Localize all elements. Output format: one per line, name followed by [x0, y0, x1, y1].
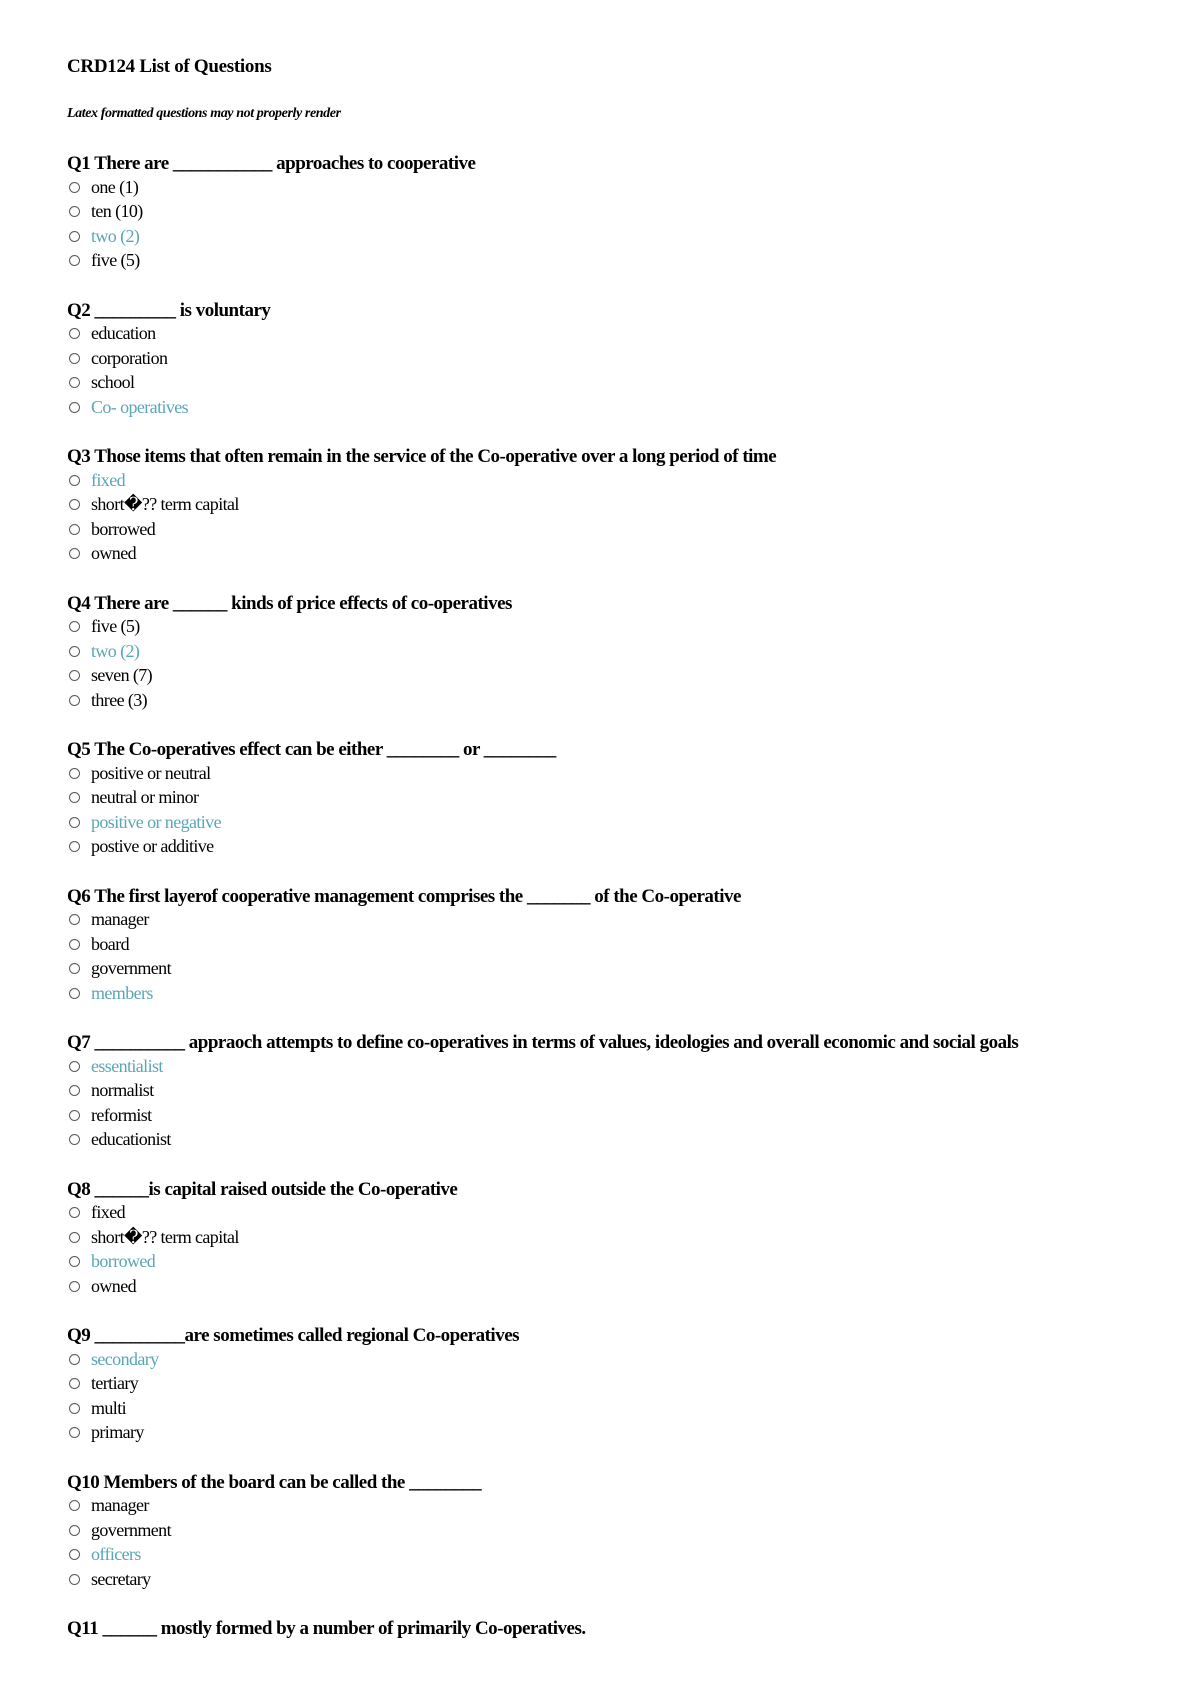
- answer-option-correct[interactable]: [67, 1543, 1177, 1568]
- question-block: [67, 152, 1177, 273]
- answer-option[interactable]: [67, 200, 1177, 225]
- answer-option[interactable]: [67, 664, 1177, 689]
- option-label: fixed: [91, 1202, 125, 1223]
- option-label: borrowed: [91, 518, 156, 539]
- answer-option[interactable]: [67, 1372, 1177, 1397]
- document-note: Latex formatted questions may not properly render: [67, 106, 341, 121]
- question-prompt: The Co-operatives effect can be either ________ or ________: [94, 739, 556, 760]
- option-label: multi: [91, 1397, 127, 1418]
- radio-button-icon[interactable]: [69, 1207, 80, 1218]
- question-block: [67, 1324, 1177, 1445]
- radio-button-icon[interactable]: [69, 817, 80, 828]
- radio-button-icon[interactable]: [69, 621, 80, 632]
- option-label: seven (7): [91, 665, 153, 686]
- answer-option[interactable]: [67, 688, 1177, 713]
- radio-button-icon[interactable]: [69, 182, 80, 193]
- answer-option[interactable]: [67, 346, 1177, 371]
- answer-option[interactable]: [67, 1128, 1177, 1153]
- radio-button-icon[interactable]: [69, 1378, 80, 1389]
- question-block: [67, 738, 1177, 859]
- question-prompt: _________ is voluntary: [94, 299, 271, 321]
- question-prompt: __________are sometimes called regional Co-operatives: [94, 1325, 520, 1346]
- answer-option-correct[interactable]: [67, 810, 1177, 835]
- option-label: primary: [91, 1422, 144, 1443]
- option-label: educationist: [91, 1129, 171, 1150]
- option-label: manager: [91, 1495, 149, 1516]
- option-label: reformist: [91, 1104, 152, 1125]
- radio-button-icon[interactable]: [69, 695, 80, 706]
- question-block: [67, 1471, 1177, 1592]
- question-number: Q2: [67, 299, 91, 321]
- radio-button-icon[interactable]: [69, 1256, 80, 1267]
- answer-option[interactable]: [67, 1396, 1177, 1421]
- option-label: neutral or minor: [91, 787, 199, 808]
- question-text: [67, 299, 1177, 322]
- option-label: three (3): [91, 689, 148, 710]
- radio-button-icon[interactable]: [69, 548, 80, 559]
- question-number: Q8: [67, 1178, 91, 1200]
- radio-button-icon[interactable]: [69, 841, 80, 852]
- answer-option[interactable]: [67, 932, 1177, 957]
- option-label: members: [91, 982, 153, 1003]
- radio-button-icon[interactable]: [69, 1110, 80, 1121]
- answer-option-correct[interactable]: [67, 981, 1177, 1006]
- option-label: five (5): [91, 250, 140, 271]
- question-number: Q6: [67, 885, 91, 907]
- option-label: secretary: [91, 1568, 151, 1589]
- question-prompt: Those items that often remain in the service of the Co-operative over a long period of time: [94, 446, 777, 467]
- option-label: education: [91, 323, 156, 344]
- answer-option[interactable]: [67, 1421, 1177, 1446]
- answer-option-correct[interactable]: [67, 468, 1177, 493]
- radio-button-icon[interactable]: [69, 646, 80, 657]
- radio-button-icon[interactable]: [69, 402, 80, 413]
- option-label: two (2): [91, 225, 140, 246]
- question-prompt: __________ appraoch attempts to define co-operatives in terms of values, ideologies and overall economic and social goals: [94, 1032, 1019, 1053]
- question-number: Q11: [67, 1618, 99, 1639]
- option-label: school: [91, 372, 135, 393]
- option-label: owned: [91, 543, 136, 564]
- answer-option[interactable]: [67, 615, 1177, 640]
- question-block: [67, 592, 1177, 713]
- answer-option[interactable]: [67, 1494, 1177, 1519]
- radio-button-icon[interactable]: [69, 377, 80, 388]
- answer-option[interactable]: [67, 1567, 1177, 1592]
- answer-option-correct[interactable]: [67, 639, 1177, 664]
- answer-option-correct[interactable]: [67, 395, 1177, 420]
- answer-option[interactable]: [67, 175, 1177, 200]
- radio-button-icon[interactable]: [69, 792, 80, 803]
- radio-button-icon[interactable]: [69, 1061, 80, 1072]
- document-title: CRD124 List of Questions: [67, 56, 272, 77]
- answer-option[interactable]: [67, 786, 1177, 811]
- answer-option[interactable]: [67, 517, 1177, 542]
- question-text: [67, 1031, 1177, 1054]
- question-block: [67, 1031, 1177, 1152]
- question-block: [67, 885, 1177, 1006]
- option-label: government: [91, 958, 171, 979]
- option-label: manager: [91, 909, 149, 930]
- option-label: borrowed: [91, 1251, 156, 1272]
- answer-option[interactable]: [67, 542, 1177, 567]
- question-block: [67, 1178, 1177, 1299]
- radio-button-icon[interactable]: [69, 1085, 80, 1096]
- radio-button-icon[interactable]: [69, 255, 80, 266]
- radio-button-icon[interactable]: [69, 1134, 80, 1145]
- answer-option[interactable]: [67, 322, 1177, 347]
- option-label: short�?? term capital: [91, 1226, 239, 1247]
- question-block: [67, 445, 1177, 566]
- question-text: [67, 592, 1177, 615]
- question-text: [67, 1617, 1177, 1640]
- option-label: officers: [91, 1544, 141, 1565]
- answer-option-correct[interactable]: [67, 1347, 1177, 1372]
- question-text: [67, 1178, 1177, 1201]
- radio-button-icon[interactable]: [69, 524, 80, 535]
- radio-button-icon[interactable]: [69, 1549, 80, 1560]
- answer-option[interactable]: [67, 908, 1177, 933]
- answer-option-correct[interactable]: [67, 224, 1177, 249]
- option-label: fixed: [91, 469, 125, 490]
- question-number: Q3: [67, 446, 91, 467]
- option-label: corporation: [91, 347, 168, 368]
- radio-button-icon[interactable]: [69, 231, 80, 242]
- question-prompt: ______is capital raised outside the Co-operative: [94, 1178, 458, 1200]
- answer-option[interactable]: [67, 1518, 1177, 1543]
- answer-option[interactable]: [67, 249, 1177, 274]
- radio-button-icon[interactable]: [69, 963, 80, 974]
- question-text: [67, 1471, 1177, 1494]
- question-number: Q7: [67, 1032, 91, 1053]
- option-label: essentialist: [91, 1055, 163, 1076]
- question-text: [67, 738, 1177, 761]
- question-text: [67, 885, 1177, 908]
- radio-button-icon[interactable]: [69, 768, 80, 779]
- question-block: [67, 1617, 1177, 1640]
- radio-button-icon[interactable]: [69, 1354, 80, 1365]
- radio-button-icon[interactable]: [69, 206, 80, 217]
- option-label: short�?? term capital: [91, 494, 239, 515]
- answer-option[interactable]: [67, 493, 1177, 518]
- radio-button-icon[interactable]: [69, 1281, 80, 1292]
- option-label: owned: [91, 1275, 136, 1296]
- question-prompt: There are ___________ approaches to cooperative: [94, 153, 476, 174]
- option-label: five (5): [91, 616, 140, 637]
- radio-button-icon[interactable]: [69, 1525, 80, 1536]
- question-text: [67, 1324, 1177, 1347]
- option-label: board: [91, 933, 129, 954]
- question-prompt: There are ______ kinds of price effects of co-operatives: [94, 592, 512, 614]
- radio-button-icon[interactable]: [69, 1574, 80, 1585]
- radio-button-icon[interactable]: [69, 939, 80, 950]
- radio-button-icon[interactable]: [69, 328, 80, 339]
- radio-button-icon[interactable]: [69, 988, 80, 999]
- question-number: Q5: [67, 739, 91, 760]
- question-number: Q4: [67, 592, 91, 614]
- radio-button-icon[interactable]: [69, 1500, 80, 1511]
- answer-option-correct[interactable]: [67, 1054, 1177, 1079]
- answer-option[interactable]: [67, 371, 1177, 396]
- answer-option[interactable]: [67, 957, 1177, 982]
- radio-button-icon[interactable]: [69, 475, 80, 486]
- answer-option[interactable]: [67, 1079, 1177, 1104]
- option-label: Co- operatives: [91, 396, 189, 417]
- radio-button-icon[interactable]: [69, 1232, 80, 1243]
- question-prompt: ______ mostly formed by a number of primarily Co-operatives.: [102, 1618, 586, 1639]
- answer-option[interactable]: [67, 1225, 1177, 1250]
- option-label: positive or negative: [91, 811, 221, 832]
- option-label: government: [91, 1519, 171, 1540]
- answer-option[interactable]: [67, 835, 1177, 860]
- radio-button-icon[interactable]: [69, 1403, 80, 1414]
- option-label: ten (10): [91, 201, 143, 222]
- option-label: postive or additive: [91, 836, 214, 857]
- radio-button-icon[interactable]: [69, 499, 80, 510]
- radio-button-icon[interactable]: [69, 353, 80, 364]
- question-number: Q9: [67, 1325, 91, 1346]
- option-label: positive or neutral: [91, 762, 211, 783]
- option-label: tertiary: [91, 1373, 139, 1394]
- answer-option-correct[interactable]: [67, 1250, 1177, 1275]
- question-text: [67, 445, 1177, 468]
- option-label: one (1): [91, 176, 139, 197]
- option-label: normalist: [91, 1080, 154, 1101]
- answer-option[interactable]: [67, 1201, 1177, 1226]
- question-list: [67, 152, 1177, 1666]
- question-prompt: Members of the board can be called the ________: [103, 1471, 482, 1493]
- question-number: Q1: [67, 153, 91, 174]
- question-number: Q10: [67, 1471, 100, 1493]
- question-text: [67, 152, 1177, 175]
- answer-option[interactable]: [67, 761, 1177, 786]
- radio-button-icon[interactable]: [69, 1427, 80, 1438]
- answer-option[interactable]: [67, 1274, 1177, 1299]
- radio-button-icon[interactable]: [69, 914, 80, 925]
- radio-button-icon[interactable]: [69, 670, 80, 681]
- option-label: two (2): [91, 640, 140, 661]
- question-block: [67, 299, 1177, 420]
- answer-option[interactable]: [67, 1103, 1177, 1128]
- question-prompt: The first layerof cooperative management comprises the _______ of the Co-operative: [94, 885, 741, 907]
- option-label: secondary: [91, 1348, 159, 1369]
